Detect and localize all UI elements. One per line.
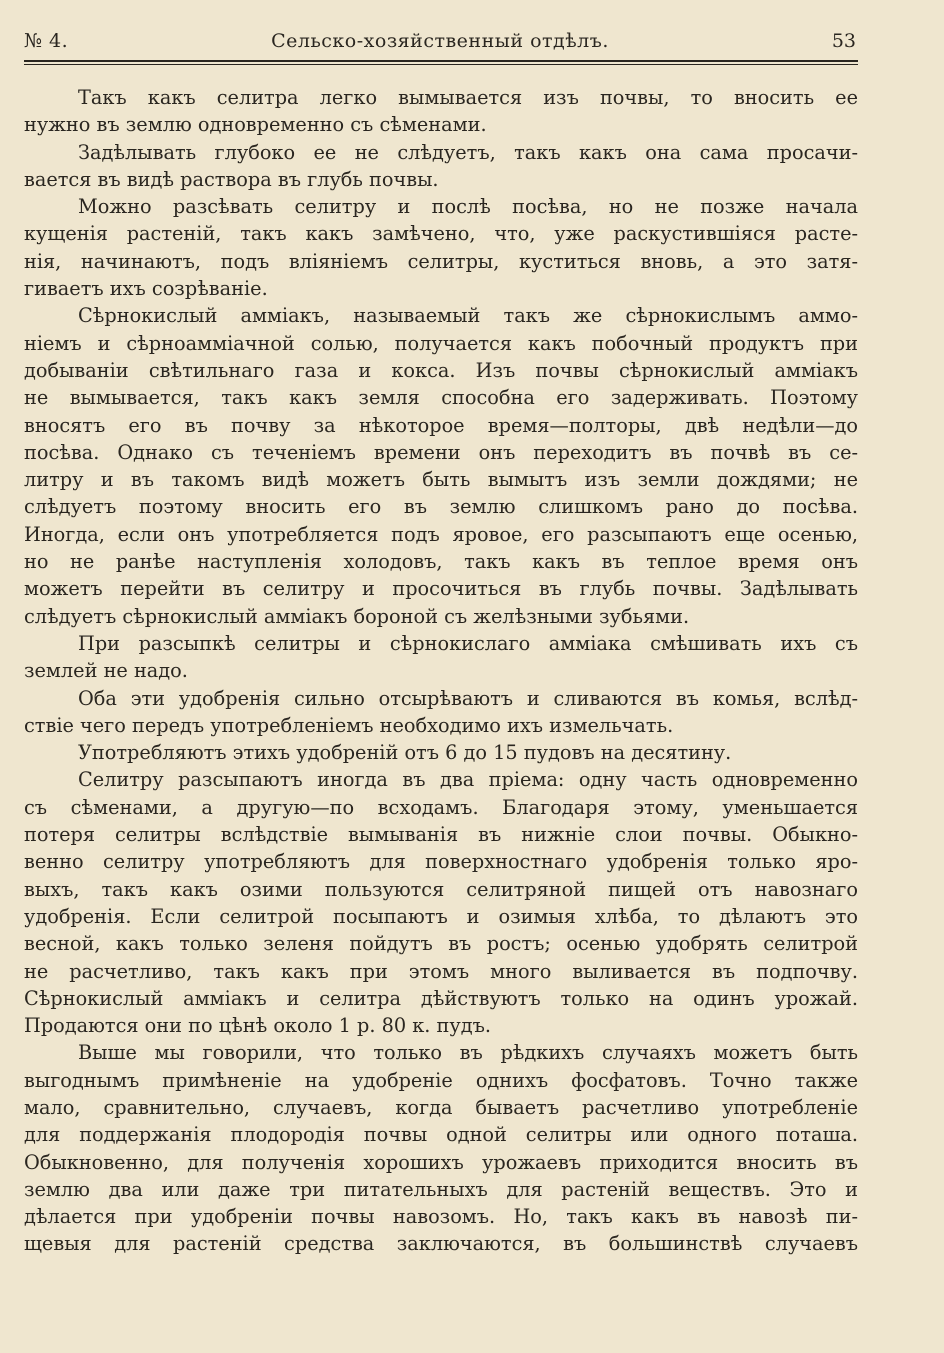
section-title: Сельско-хозяйственный отдѣлъ. (271, 30, 609, 52)
text-line: ствіе чего передъ употребленіемъ необходимо ихъ измельчать. (24, 713, 674, 737)
header-rule-thin (24, 64, 858, 65)
text-line: Обыкновенно, для полученія хорошихъ урожаевъ приходится вносить въ (24, 1150, 858, 1174)
text-line: выхъ, такъ какъ озими пользуются селитряной пищей отъ навознаго (24, 877, 858, 901)
running-header (24, 26, 856, 58)
text-line: кущенія растеній, такъ какъ замѣчено, что, уже раскустившіяся расте- (24, 222, 858, 246)
text-line: Сѣрнокислый амміакъ и селитра дѣйствуютъ только на одинъ урожай. (24, 986, 858, 1010)
issue-number: № 4. (24, 30, 69, 52)
text-line: весной, какъ только зеленя пойдутъ въ ростъ; осенью удобрять селитрой (24, 932, 858, 956)
text-line: землю два или даже три питательныхъ для растеній веществъ. Это и (24, 1177, 858, 1201)
text-line: вносятъ его въ почву за нѣкоторое время—полторы, двѣ недѣли—до (24, 413, 858, 437)
text-line: удобренія. Если селитрой посыпаютъ и озимыя хлѣба, то дѣлаютъ это (24, 904, 858, 928)
text-line: выгоднымъ примѣненіе на удобреніе однихъ фосфатовъ. Точно также (24, 1068, 858, 1092)
text-line: для поддержанія плодородія почвы одной селитры или одного поташа. (24, 1123, 858, 1147)
text-line: вается въ видѣ раствора въ глубь почвы. (24, 167, 439, 191)
text-line: нія, начинаютъ, подъ вліяніемъ селитры, куститься вновь, а это затя- (24, 249, 858, 273)
text-line: При разсыпкѣ селитры и сѣрнокислаго амміака смѣшивать ихъ съ (78, 631, 858, 655)
text-line: мало, сравнительно, случаевъ, когда бываетъ расчетливо употребленіе (24, 1095, 858, 1119)
text-line: Сѣрнокислый амміакъ, называемый такъ же сѣрнокислымъ аммо- (78, 304, 858, 328)
text-line: литру и въ такомъ видѣ можетъ быть вымытъ изъ земли дождями; не (24, 468, 858, 492)
text-line: дѣлается при удобреніи почвы навозомъ. Но, такъ какъ въ навозѣ пи- (24, 1205, 858, 1229)
text-line: Селитру разсыпаютъ иногда въ два пріема: одну часть одновременно (78, 768, 858, 792)
text-line: слѣдуетъ поэтому вносить его въ землю слишкомъ рано до посѣва. (24, 495, 858, 519)
text-line: щевыя для растеній средства заключаются, въ большинствѣ случаевъ (24, 1232, 858, 1256)
text-line: Задѣлывать глубоко ее не слѣдуетъ, такъ какъ она сама просачи- (78, 140, 858, 164)
text-line: но не ранѣе наступленія холодовъ, такъ какъ въ теплое время онъ (24, 550, 858, 574)
text-line: Употребляютъ этихъ удобреній отъ 6 до 15 пудовъ на десятину. (78, 741, 732, 765)
text-line: слѣдуетъ сѣрнокислый амміакъ бороной съ желѣзными зубьями. (24, 604, 690, 628)
text-line: можетъ перейти въ селитру и просочиться въ глубь почвы. Задѣлывать (24, 577, 858, 601)
header-rule (24, 60, 858, 62)
body-text (24, 84, 858, 1258)
text-line: Оба эти удобренія сильно отсырѣваютъ и сливаются въ комья, вслѣд- (78, 686, 858, 710)
text-line: ніемъ и сѣрноамміачной солью, получается какъ побочный продуктъ при (24, 331, 858, 355)
text-line: Можно разсѣвать селитру и послѣ посѣва, но не позже начала (78, 195, 858, 219)
text-line: не расчетливо, такъ какъ при этомъ много выливается въ подпочву. (24, 959, 858, 983)
text-line: землей не надо. (24, 659, 188, 683)
text-line: добываніи свѣтильнаго газа и кокса. Изъ почвы сѣрнокислый амміакъ (24, 358, 858, 382)
text-line: венно селитру употребляютъ для поверхностнаго удобренія только яро- (24, 850, 858, 874)
text-line: Продаются они по цѣнѣ около 1 р. 80 к. пудъ. (24, 1014, 492, 1038)
text-line: съ сѣменами, а другую—по всходамъ. Благодаря этому, уменьшается (24, 795, 858, 819)
text-line: гиваетъ ихъ созрѣваніе. (24, 277, 268, 301)
text-line: Такъ какъ селитра легко вымывается изъ почвы, то вносить ее (78, 86, 858, 109)
text-line: Выше мы говорили, что только въ рѣдкихъ случаяхъ можетъ быть (78, 1041, 858, 1065)
page-number: 53 (831, 30, 856, 52)
text-line: Иногда, если онъ употребляется подъ яровое, его разсыпаютъ еще осенью, (24, 522, 858, 546)
text-line: потеря селитры вслѣдствіе вымыванія въ нижніе слои почвы. Обыкно- (24, 823, 858, 847)
text-line: не вымывается, такъ какъ земля способна его задерживать. Поэтому (24, 386, 858, 410)
text-line: посѣва. Однако съ теченіемъ времени онъ переходитъ въ почвѣ въ се- (24, 440, 858, 464)
text-line: нужно въ землю одновременно съ сѣменами. (24, 113, 487, 137)
